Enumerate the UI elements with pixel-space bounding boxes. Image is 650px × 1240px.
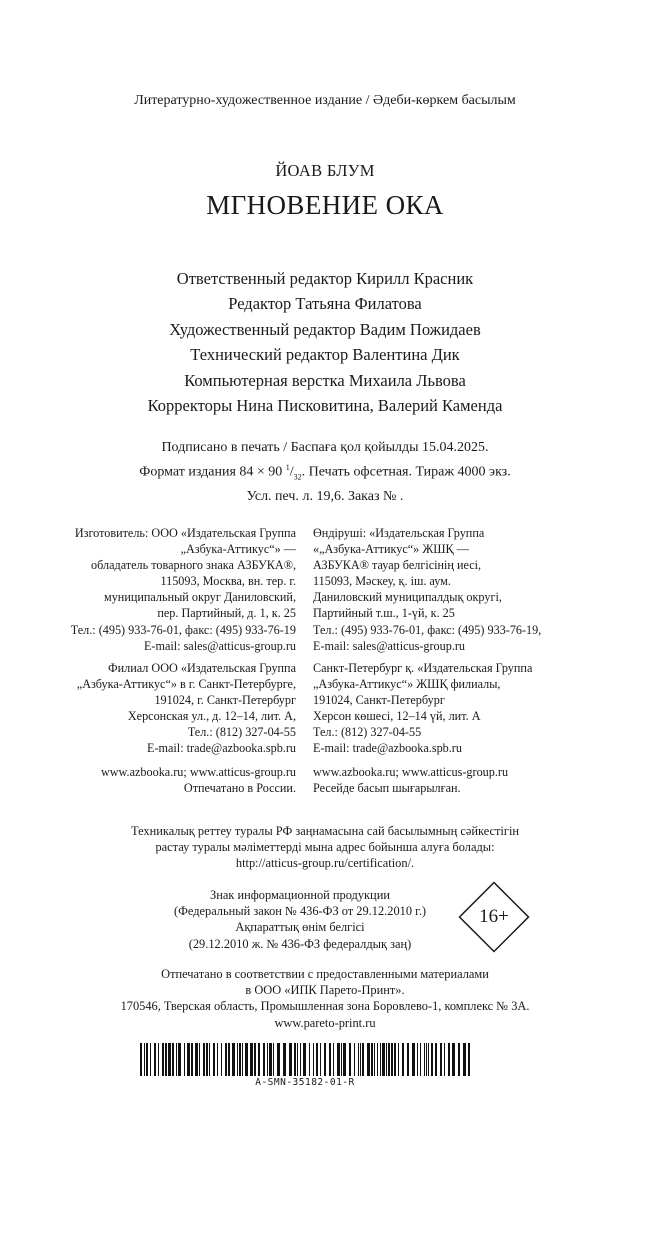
credit-line: Корректоры Нина Писковитина, Валерий Каменда xyxy=(147,396,503,416)
address-line: 115093, Москва, вн. тер. г. xyxy=(160,574,296,589)
age-rating-badge xyxy=(458,881,530,953)
sign-line: (Федеральный закон № 436-ФЗ от 29.12.2010 г.) xyxy=(173,904,427,919)
book-title: МГНОВЕНИЕ ОКА xyxy=(206,190,444,220)
branch-ru xyxy=(40,660,296,757)
address-line: „Азбука-Аттикус“» — xyxy=(180,542,296,557)
sign-line: Знак информационной продукции xyxy=(210,888,390,902)
credit-line: Технический редактор Валентина Дик xyxy=(190,345,460,365)
address-line: муниципальный округ Даниловский, xyxy=(104,590,296,605)
tech-regulation-note xyxy=(0,823,650,872)
sheets-order: Усл. печ. л. 19,6. Заказ № . xyxy=(246,489,404,505)
address-line: www.azbooka.ru; www.atticus-group.ru xyxy=(100,765,296,779)
editorial-credits xyxy=(0,266,650,418)
address-line: Тел.: (812) 327-04-55 xyxy=(313,725,422,740)
format-denominator: 32 xyxy=(293,472,302,482)
edition-type-header: Литературно-художественное издание / Әдеби-көркем басылым xyxy=(134,93,516,108)
credit-line: Ответственный редактор Кирилл Красник xyxy=(176,269,474,288)
branch-kz xyxy=(313,660,613,757)
address-line: Отпечатано в России. xyxy=(183,781,296,796)
format-line xyxy=(0,458,650,487)
websites-kz xyxy=(313,764,613,796)
address-line: „Азбука-Аттикус“» ЖШҚ филиалы, xyxy=(313,677,501,692)
format-slash: / xyxy=(289,464,294,480)
websites-ru xyxy=(40,764,296,796)
printing-line: в ООО «ИПК Парето-Принт». xyxy=(245,983,405,998)
address-line: 191024, г. Санкт-Петербург xyxy=(154,693,296,708)
signed-date: Подписано в печать / Баспаға қол қойылды 15.04.2025. xyxy=(161,440,489,455)
manufacturer-kz xyxy=(313,525,613,654)
tech-line: Техникалық реттеу туралы РФ заңнамасына сай басылымның сәйкестігін xyxy=(130,824,520,838)
printing-line: www.pareto-print.ru xyxy=(274,1015,376,1030)
address-line: Херсон көшесі, 12–14 үй, лит. А xyxy=(313,709,481,724)
printing-line: 170546, Тверская область, Промышленная зона Боровлево-1, комплекс № 3А. xyxy=(120,999,530,1014)
address-line: Өндіруші: «Издательская Группа xyxy=(313,526,485,540)
age-rating-text: 16+ xyxy=(479,906,509,927)
address-line: Филиал ООО «Издательская Группа xyxy=(108,661,296,675)
address-line: АЗБУКА® тауар белгісінің иесі, xyxy=(313,558,482,573)
address-line: „Азбука-Аттикус“» в г. Санкт-Петербурге, xyxy=(76,677,296,692)
manufacturer-ru xyxy=(40,525,296,654)
info-product-sign xyxy=(120,887,480,952)
address-line: пер. Партийный, д. 1, к. 25 xyxy=(157,606,296,621)
address-line: 115093, Мәскеу, қ. іш. аум. xyxy=(313,574,451,589)
address-line: Тел.: (495) 933-76-01, факс: (495) 933-76-19 xyxy=(70,622,296,637)
barcode-icon xyxy=(140,1043,470,1076)
address-line: Тел.: (495) 933-76-01, факс: (495) 933-76-19, xyxy=(313,622,542,637)
address-line: E-mail: sales@atticus-group.ru xyxy=(313,638,466,653)
format-prefix: Формат издания 84 × 90 xyxy=(139,464,286,480)
tech-line: растау туралы мәліметтерді мына адрес бойынша алуға болады: xyxy=(155,840,495,855)
book-author: ЙОАВ БЛУМ xyxy=(275,161,375,180)
address-line: «„Азбука-Аттикус“» ЖШҚ — xyxy=(313,542,469,557)
address-line: Херсонская ул., д. 12–14, лит. А, xyxy=(127,709,296,724)
credit-line: Редактор Татьяна Филатова xyxy=(228,294,422,314)
address-line: E-mail: trade@azbooka.spb.ru xyxy=(147,741,296,756)
format-numerator: 1 xyxy=(285,463,290,472)
address-line: Даниловский муниципалдық округі, xyxy=(313,590,502,605)
address-line: Санкт-Петербург қ. «Издательская Группа xyxy=(313,661,533,675)
sign-line: (29.12.2010 ж. № 436-ФЗ федералдық заң) xyxy=(188,936,412,951)
address-line: Тел.: (812) 327-04-55 xyxy=(187,725,296,740)
address-line: Партийный т.ш., 1-үй, к. 25 xyxy=(313,606,455,621)
barcode-code: A-SMN-35182-01-R xyxy=(255,1077,355,1088)
address-line: Ресейде басып шығарылған. xyxy=(313,781,461,796)
address-line: E-mail: trade@azbooka.spb.ru xyxy=(313,741,462,756)
print-info xyxy=(0,438,650,507)
credit-line: Компьютерная верстка Михаила Львова xyxy=(184,370,466,390)
address-line: E-mail: sales@atticus-group.ru xyxy=(143,638,296,653)
printing-line: Отпечатано в соответствии с предоставленными материалами xyxy=(161,967,489,981)
address-line: обладатель товарного знака АЗБУКА®, xyxy=(91,558,296,573)
sign-line: Ақпараттық өнім белгісі xyxy=(235,920,365,935)
tech-line: http://atticus-group.ru/certification/. xyxy=(235,856,415,871)
address-line: www.azbooka.ru; www.atticus-group.ru xyxy=(313,765,509,779)
credit-line: Художественный редактор Вадим Пожидаев xyxy=(169,319,481,339)
format-suffix: . Печать офсетная. Тираж 4000 экз. xyxy=(301,464,511,480)
address-line: 191024, Санкт-Петербург xyxy=(313,693,445,708)
printing-house xyxy=(0,966,650,1031)
address-line: Изготовитель: ООО «Издательская Группа xyxy=(74,526,296,540)
